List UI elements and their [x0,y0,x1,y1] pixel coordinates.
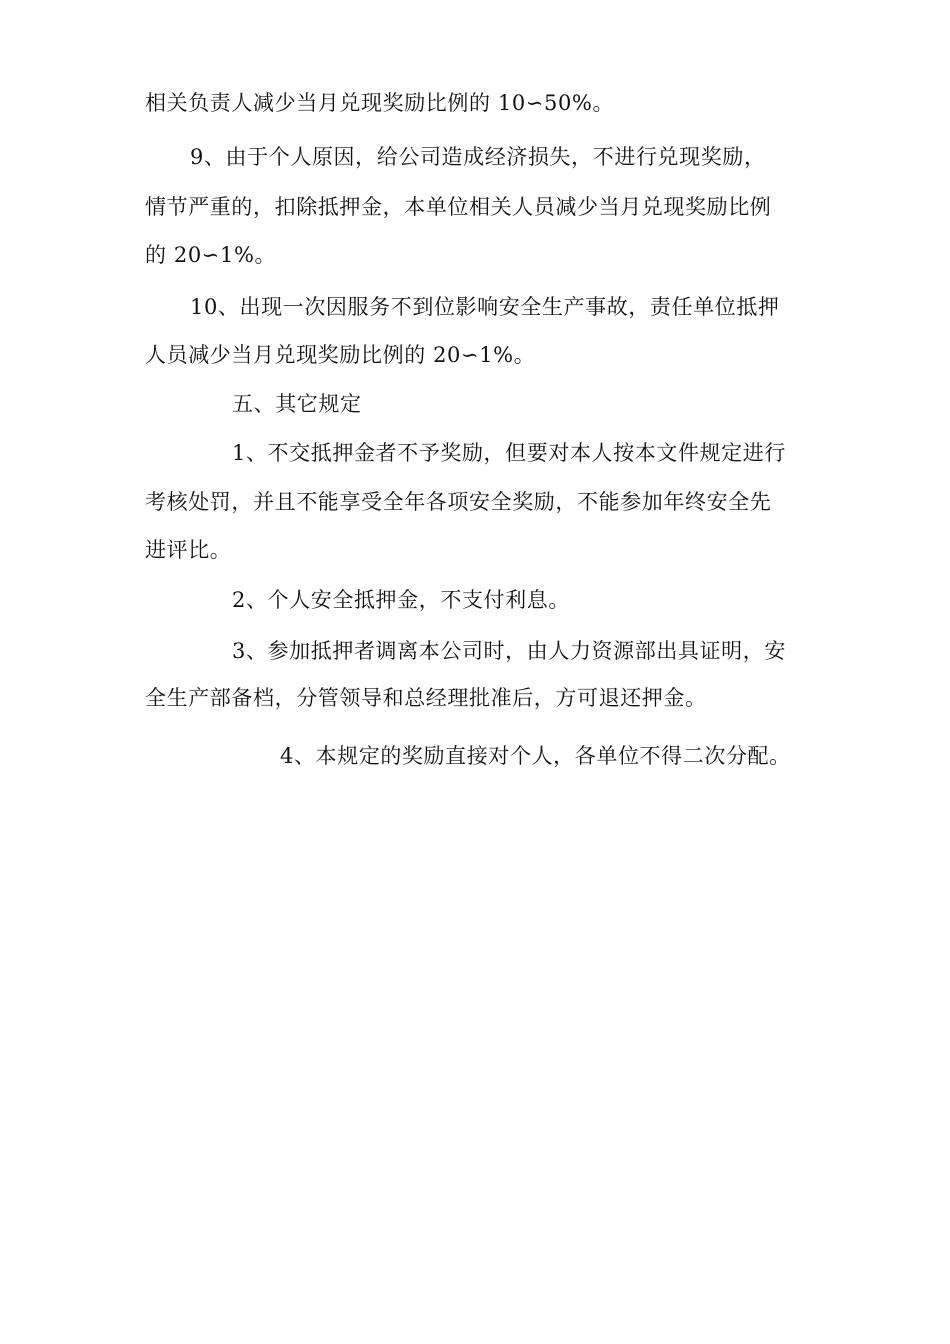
text-line-6: 人员减少当月兑现奖励比例的 20∽1%。 [145,343,536,367]
text-line-4: 的 20∽1%。 [145,243,277,267]
text-line-8: 1、不交抵押金者不予奖励，但要对本人按本文件规定进行 [232,441,786,465]
text-line-10: 进评比。 [145,538,232,562]
text-line-14: 4、本规定的奖励直接对个人，各单位不得二次分配。 [280,744,791,768]
text-line-13: 全生产部备档，分管领导和总经理批准后，方可退还押金。 [145,686,707,710]
section-heading: 五、其它规定 [232,392,362,416]
text-line-9: 考核处罚，并且不能享受全年各项安全奖励，不能参加年终安全先 [145,490,772,514]
text-line-11: 2、个人安全抵押金，不支付利息。 [232,588,570,612]
text-line-2: 9、由于个人原因，给公司造成经济损失，不进行兑现奖励， [190,145,766,169]
text-line-1: 相关负责人减少当月兑现奖励比例的 10∽50%。 [145,91,615,115]
text-line-3: 情节严重的，扣除抵押金，本单位相关人员减少当月兑现奖励比例 [145,195,772,219]
text-line-12: 3、参加抵押者调离本公司时，由人力资源部出具证明，安 [232,639,786,663]
text-line-5: 10、出现一次因服务不到位影响安全生产事故，责任单位抵押 [190,295,780,319]
